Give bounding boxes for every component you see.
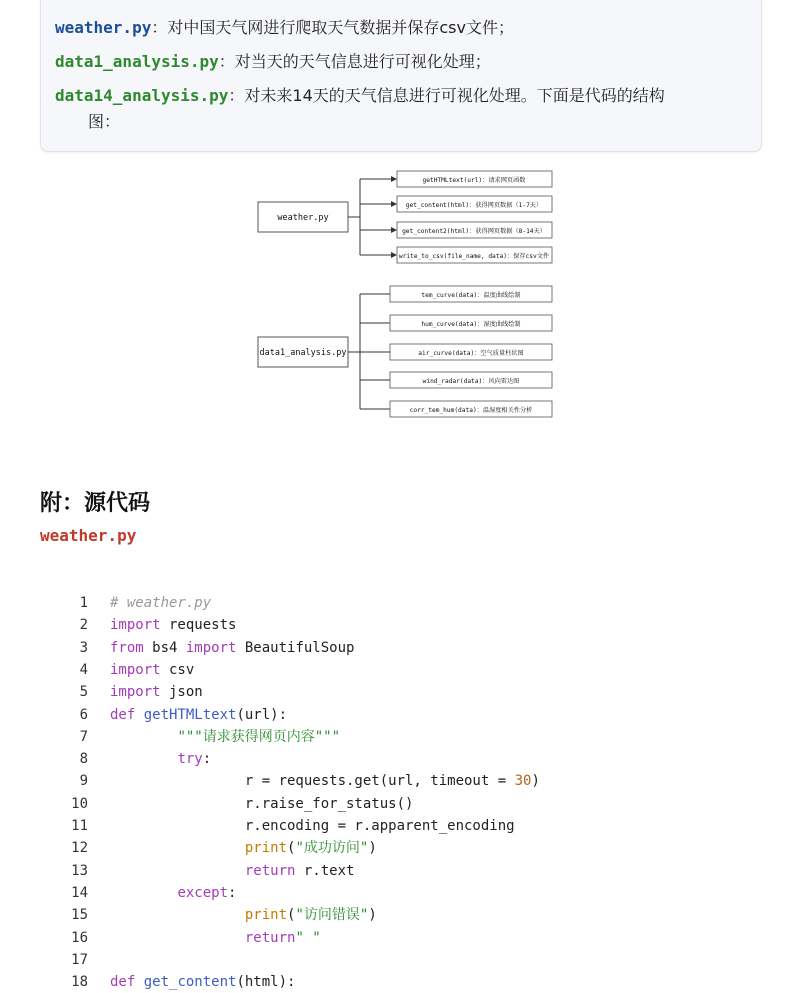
intro-line-weather	[55, 16, 514, 40]
diagram-group-data1	[258, 286, 552, 417]
line-number: 7	[79, 728, 88, 745]
diagram-child-label: corr_tem_hum(data)：温湿度相关性分析	[409, 407, 533, 414]
intro-line-data14-cont	[88, 110, 120, 134]
intro-description: 对中国天气网进行爬取天气数据并保存csv文件；	[167, 18, 514, 37]
code-text: r.encoding = r.apparent_encoding	[110, 818, 515, 834]
code-text: import csv	[110, 661, 195, 678]
line-number: 10	[71, 795, 88, 812]
code-text: from bs4 import BeautifulSoup	[110, 639, 355, 656]
line-number: 13	[71, 862, 88, 879]
diagram-child-label: write_to_csv(file_name, data)：保存csv文件	[398, 253, 550, 260]
code-text: return" "	[244, 929, 321, 946]
code-line	[0, 614, 800, 636]
code-line	[0, 904, 800, 926]
diagram-child-label: tem_curve(data)：温度曲线绘制	[421, 292, 521, 299]
line-number: 14	[71, 884, 88, 901]
diagram-child-label: air_curve(data)：空气质量柱状图	[418, 350, 524, 357]
code-line	[0, 971, 800, 993]
code-text: r = requests.get(url, timeout = 30)	[110, 773, 540, 790]
code-line	[0, 949, 800, 971]
code-line	[0, 659, 800, 681]
intro-description: 对未来14天的天气信息进行可视化处理。下面是代码的结构	[244, 86, 665, 105]
intro-separator: ：	[151, 18, 168, 37]
line-number: 16	[71, 929, 88, 946]
intro-separator: ：	[228, 86, 245, 105]
file-heading: weather.py	[40, 526, 137, 545]
code-text: r.raise_for_status()	[110, 795, 414, 812]
code-line	[0, 793, 800, 815]
code-line	[0, 704, 800, 726]
code-line	[0, 726, 800, 748]
code-text: def getHTMLtext(url):	[110, 706, 288, 723]
intro-file-name: data14_analysis.py	[55, 86, 229, 105]
appendix-heading: 附：源代码	[40, 491, 151, 516]
line-number: 17	[71, 951, 88, 968]
code-text: try:	[177, 751, 212, 768]
diagram-root-label: data1_analysis.py	[259, 348, 347, 358]
code-line	[0, 681, 800, 703]
code-line	[0, 770, 800, 792]
code-text: def get_content(html):	[110, 974, 296, 991]
line-number: 2	[79, 617, 88, 634]
code-text: except:	[177, 884, 237, 901]
code-line	[0, 882, 800, 904]
line-number: 5	[79, 684, 88, 701]
intro-file-name: weather.py	[55, 18, 152, 37]
intro-line-data14	[55, 84, 665, 108]
line-number: 6	[79, 706, 88, 723]
diagram-root-label: weather.py	[277, 213, 329, 223]
code-line	[0, 748, 800, 770]
intro-file-name: data1_analysis.py	[55, 52, 219, 71]
code-text: """请求获得网页内容"""	[177, 728, 341, 745]
code-line	[0, 927, 800, 949]
code-text: # weather.py	[110, 595, 212, 611]
diagram-child-label: get_content2(html)：获得网页数据（8-14天）	[402, 228, 546, 235]
diagram-child-label: wind_radar(data)：风向雷达图	[422, 378, 520, 385]
line-number: 8	[79, 751, 88, 768]
line-number: 18	[71, 974, 88, 991]
line-number: 1	[79, 595, 88, 611]
code-text: print("访问错误")	[244, 907, 377, 924]
intro-description-cont: 图：	[88, 112, 121, 131]
line-number: 9	[79, 773, 88, 790]
code-line	[0, 815, 800, 837]
diagram-group-weather	[258, 171, 552, 263]
code-text: print("成功访问")	[244, 840, 377, 857]
structure-diagram	[0, 160, 800, 430]
diagram-child-label: getHTMLtext(url)：请求网页函数	[422, 177, 526, 184]
line-number: 11	[71, 818, 88, 834]
diagram-child-label: get_content(html)：获得网页数据（1-7天）	[405, 202, 543, 209]
code-line	[0, 837, 800, 859]
line-number: 4	[79, 661, 88, 678]
diagram-child-label: hum_curve(data)：湿度曲线绘制	[421, 321, 521, 328]
intro-separator: ：	[218, 52, 235, 71]
code-text: return r.text	[244, 862, 355, 879]
code-line	[0, 637, 800, 659]
line-number: 12	[71, 840, 88, 857]
code-text: import json	[110, 684, 203, 701]
intro-description: 对当天的天气信息进行可视化处理；	[234, 52, 491, 71]
code-line	[0, 860, 800, 882]
line-number: 15	[71, 907, 88, 924]
code-text: import requests	[110, 617, 237, 634]
code-line	[0, 592, 800, 614]
intro-line-data1	[55, 50, 491, 74]
line-number: 3	[79, 639, 88, 656]
